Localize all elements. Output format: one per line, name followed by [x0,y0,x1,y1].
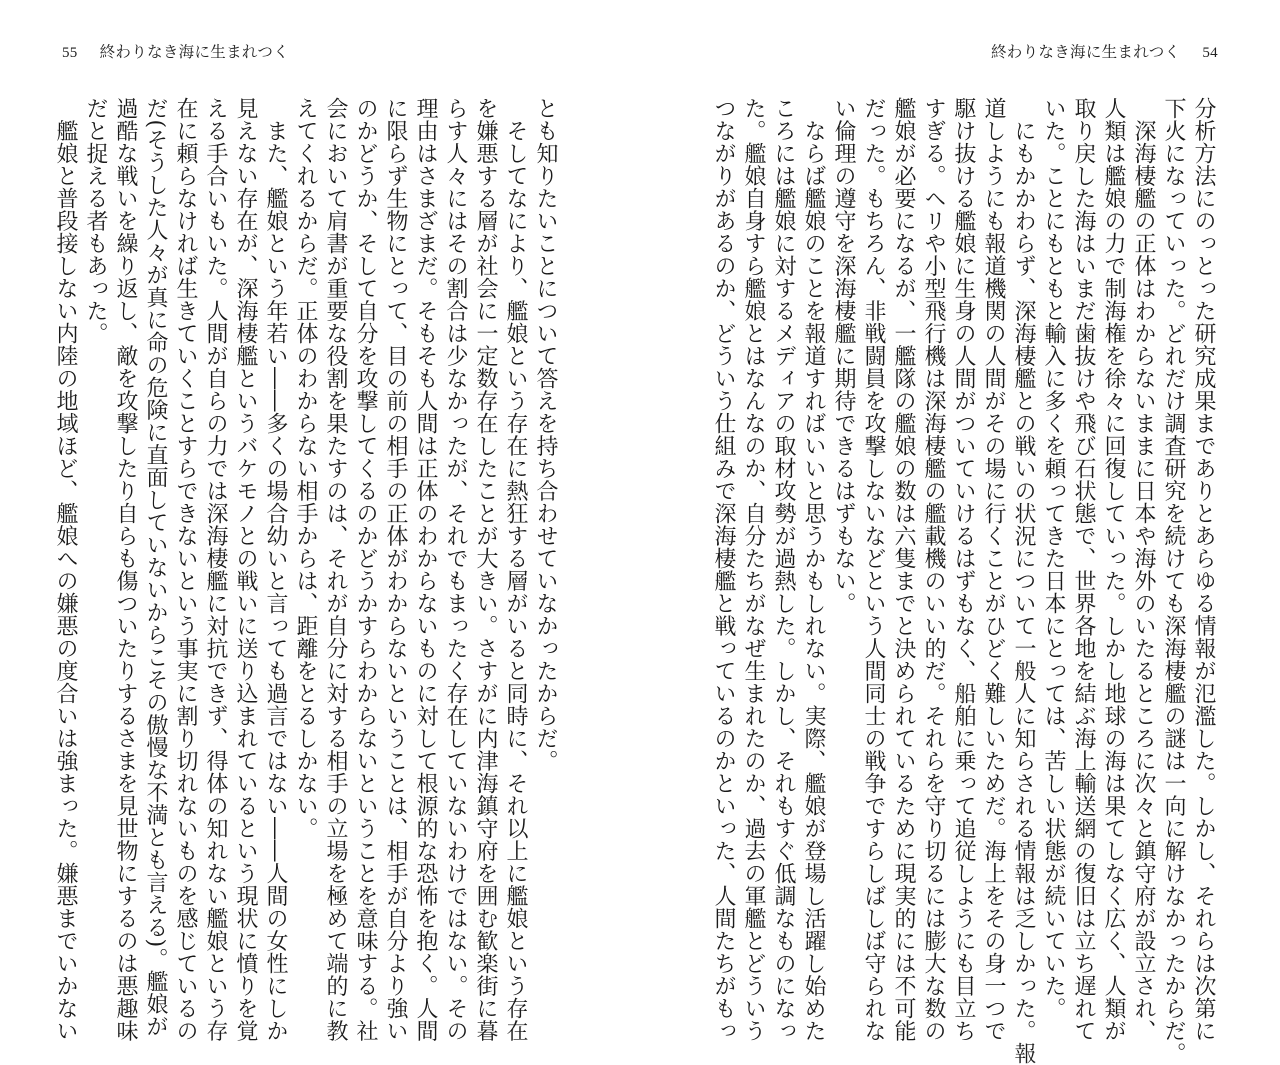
text-line: 人類は艦娘の力で制海権を徐々に回復していった。しかし地球の海は果てしなく広く、人類が [1101,97,1126,1042]
page-number-left: 55 [62,45,78,61]
text-line: える手合いもいた。人間が自らの力では深海棲艦に対抗できず、得体の知れない艦娘という存 [203,97,228,1042]
text-line: を嫌悪する層が社会に一定数存在したことが大きい。さすがに内津海鎮守府を囲む歓楽街に暮 [473,97,498,1042]
text-line: 理由はさまざまだ。そもそも人間は正体のわからないものに対して根源的な恐怖を抱く。人間 [413,97,438,1042]
text-line: 見えない存在が、深海棲艦というバケモノとの戦いに送り込まれているという現状に憤りを覚 [233,97,258,1042]
running-title-right: 終わりなき海に生まれつく [990,43,1181,61]
text-line: 分析方法にのっとった研究成果までありとあらゆる情報が氾濫した。しかし、それらは次第に [1191,97,1216,1042]
text-line: らす人々にはその割合は少なかったが、それでもまったく存在していないわけではない。その [443,97,468,1042]
text-line: 過酷な戦いを繰り返し、敵を攻撃したり自らも傷ついたりするさまを見世物にするのは悪趣味 [113,97,138,1042]
text-line: えてくれるからだ。正体のわからない相手からは、距離をとるしかない。 [293,97,318,840]
text-line: 駆け抜ける艦娘に生身の人間がついていけるはずもなく、船舶に乗って追従しようにも目立ち [951,97,976,1042]
left-page-body-text [50,97,560,1042]
text-line: いた。ことにもともと輸入に多くを頼ってきた日本にとっては、苦しい状態が続いていた。 [1041,97,1066,1020]
text-line: すぎる。ヘリや小型飛行機は深海棲艦の艦載機のいい的だ。それらを守り切るには膨大な数の [921,97,946,1042]
text-line: ころには艦娘に対するメディアの取材攻勢が過熱した。しかし、それもすぐ低調なものになっ [771,97,796,1042]
page-number-right: 54 [1202,45,1218,61]
text-line: だと捉える者もあった。 [83,97,108,345]
text-line: 在に頼らなければ生きていくことすらできないという事実に割り切れないものを感じているの [173,97,198,1042]
left-page-header [62,40,289,62]
text-line: のかどうか、そして自分を攻撃してくるのかどうかすらわからないということを意味する。社 [353,97,378,1042]
left-page [0,0,640,1042]
text-line: い倫理の遵守を深海棲艦に期待できるはずもない。 [831,97,856,615]
text-line: 取り戻した海はいまだ歯抜けや飛び石状態で、世界各地を結ぶ海上輸送網の復旧は立ち遅れて [1071,97,1096,1042]
text-line: 下火になっていった。どれだけ調査研究を続けても深海棲艦の謎は一向に解けなかったからだ。 [1161,97,1186,1065]
text-line: 道しようにも報道機関の人間がその場に行くことがひどく難しいためだ。海上をその身一つで [981,97,1006,1042]
text-line: 艦娘が必要になるが、一艦隊の艦娘の数は六隻までと決められているために現実的には不可能 [891,97,916,1042]
text-line: にもかかわらず、深海棲艦との戦いの状況について一般人に知らされる情報は乏しかった。報 [1011,97,1036,1065]
text-line: とも知りたいことについて答えを持ち合わせていなかったからだ。 [533,97,558,772]
text-line: 深海棲艦の正体はわからないままに日本や海外のいたるところに次々と鎮守府が設立され、 [1131,97,1156,1042]
text-line: そしてなにより、艦娘という存在に熱狂する層がいると同時に、それ以上に艦娘という存在 [503,97,528,1042]
text-line: つながりがあるのか、どういう仕組みで深海棲艦と戦っているのかといった、人間たちがもっ [711,97,736,1042]
right-page-header [991,40,1218,62]
text-line: た。艦娘自身すら艦娘とはなんなのか、自分たちがなぜ生まれたのか、過去の軍艦とどういう [741,97,766,1042]
text-line: また、艦娘という年若い――多くの場合幼いと言っても過言ではない――人間の女性にしか [263,97,288,1042]
text-line: 会において肩書が重要な役割を果たすのは、それが自分に対する相手の立場を極めて端的に教 [323,97,348,1042]
text-line: に限らず生物にとって、目の前の相手の正体がわからないということは、相手が自分より強い [383,97,408,1042]
right-page-body-text [708,97,1218,1065]
text-line: だ(そうした人々が真に命の危険に直面していないからこその傲慢な不満とも言える)。艦娘が [143,97,168,1038]
text-line: 艦娘と普段接しない内陸の地域ほど、艦娘への嫌悪の度合いは強まった。嫌悪までいかない [53,97,78,1042]
text-line: だった。もちろん、非戦闘員を攻撃しないなどという人間同士の戦争ですらしばしば守られな [861,97,886,1042]
right-page [640,0,1280,1065]
text-line: ならば艦娘のことを報道すればいいと思うかもしれない。実際、艦娘が登場し活躍し始めた [801,97,826,1042]
running-title-left: 終わりなき海に生まれつく [99,43,290,61]
